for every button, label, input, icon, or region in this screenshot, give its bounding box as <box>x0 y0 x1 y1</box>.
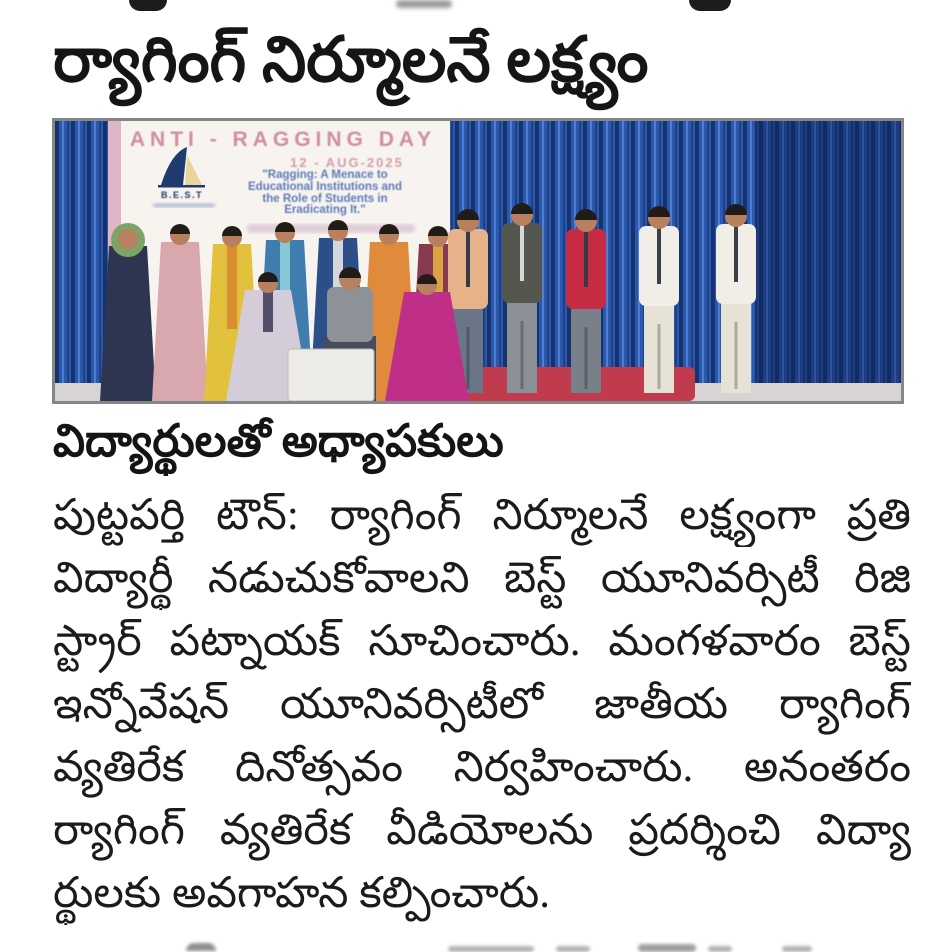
cropped-glyph-fragment-bottom <box>448 946 534 952</box>
body-line: పుట్టపర్తి టౌన్: ర్యాగింగ్ నిర్మూలనే లక్ష్యంగా ప్రతి <box>53 492 911 539</box>
body-line: విద్యార్థీ నడుచుకోవాలని బెస్ట్ యూనివర్సిటీ రిజి <box>53 555 911 602</box>
body-line: ర్యాగింగ్ వ్యతిరేక వీడియోలను ప్రదర్శించి విద్యా <box>53 807 911 854</box>
stage-curtain-right-shade <box>755 121 901 401</box>
person-man-white-1 <box>639 206 679 393</box>
white-table <box>288 349 374 401</box>
cropped-glyph-fragment-bottom <box>556 946 590 952</box>
banner-logo-text: B.E.S.T <box>160 190 204 200</box>
person-man-charcoal <box>502 203 542 393</box>
cropped-glyph-fragment-bottom <box>186 943 216 951</box>
logo-subtext-blur <box>153 203 215 208</box>
cropped-glyph-fragment-bottom <box>638 944 696 952</box>
cropped-glyph-fragment-bottom <box>782 946 812 952</box>
body-line: ఇన్నోవేషన్ యూనివర్సిటీలో జాతీయ ర్యాగింగ్ <box>53 681 911 728</box>
photo-caption: విద్యార్థులతో అధ్యాపకులు <box>53 416 504 466</box>
body-line: స్ట్రార్ పట్నాయక్ సూచించారు. మంగళవారం బెస్ట్ <box>53 618 911 665</box>
banner-theme-line: the Role of Students in <box>262 193 388 205</box>
banner-title: ANTI - RAGGING DAY <box>129 128 437 151</box>
person-man-red <box>566 209 606 393</box>
article-body <box>53 484 911 936</box>
banner-theme-line: Eradicating It." <box>284 204 366 216</box>
body-line: వ్యతిరేక దినోత్సవం నిర్వహించారు. అనంతరం <box>53 744 911 791</box>
event-photo <box>52 118 904 404</box>
person-man-white-2 <box>716 204 756 393</box>
photo-scene <box>55 121 901 401</box>
body-line: ర్థులకు అవగాహన కల్పించారు. <box>53 870 550 917</box>
cropped-glyph-fragment-top <box>396 0 452 8</box>
headline: ర్యాగింగ్ నిర్మూలనే లక్ష్యం <box>53 25 649 95</box>
banner-theme-line: Educational Institutions and <box>248 181 402 193</box>
cropped-glyph-fragment-bottom <box>708 946 732 952</box>
banner-date: 12 - AUG-2025 <box>290 155 404 170</box>
banner-theme-line: "Ragging: A Menace to <box>262 169 388 181</box>
